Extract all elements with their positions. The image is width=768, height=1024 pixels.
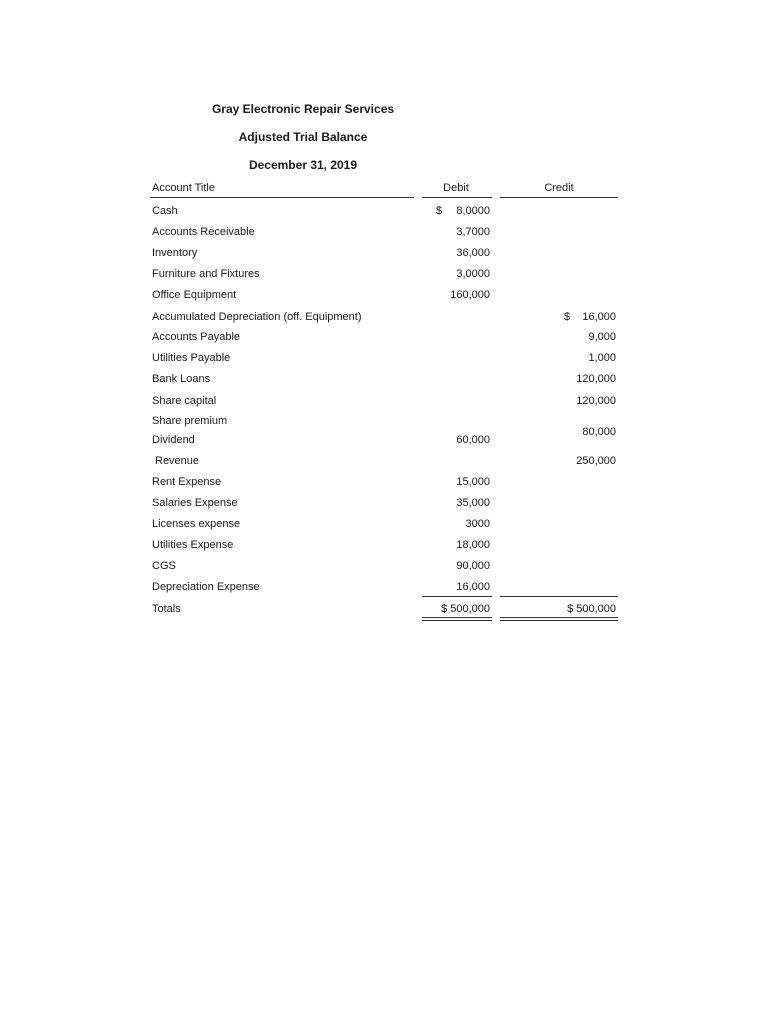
credit-amount: 120,000: [576, 373, 616, 385]
credit-currency-symbol: $: [564, 311, 571, 323]
account-title: Furniture and Fixtures: [152, 268, 260, 280]
account-title: Salaries Expense: [152, 497, 238, 509]
credit-amount: 16,000: [582, 311, 616, 323]
debit-amount: 160,000: [450, 289, 490, 301]
table-row: [0, 518, 768, 536]
table-row: [0, 331, 768, 349]
statement-title: Adjusted Trial Balance: [238, 130, 368, 144]
credit-amount: 120,000: [576, 395, 616, 407]
double-rule-debit-1: [422, 617, 492, 618]
totals-credit: $ 500,000: [567, 603, 616, 615]
table-row: [0, 581, 768, 599]
account-title: Depreciation Expense: [152, 581, 260, 593]
company-name: Gray Electronic Repair Services: [211, 102, 395, 116]
account-title: Cash: [152, 205, 178, 217]
double-rule-credit-2: [500, 620, 618, 621]
subtotal-rule-credit: [500, 596, 618, 597]
table-row: [0, 373, 768, 391]
column-header-account: Account Title: [152, 182, 215, 194]
account-title: Inventory: [152, 247, 198, 259]
table-row: [0, 415, 768, 438]
column-header-debit: Debit: [443, 182, 469, 194]
account-title: Revenue: [155, 455, 200, 467]
double-rule-debit-2: [422, 620, 492, 621]
account-title: Office Equipment: [152, 289, 237, 301]
account-title: Rent Expense: [152, 476, 222, 488]
totals-debit: $ 500,000: [441, 603, 490, 615]
account-title: Accounts Payable: [152, 331, 241, 343]
table-row: [0, 311, 768, 329]
double-rule-credit-1: [500, 617, 618, 618]
totals-label: Totals: [152, 603, 181, 615]
account-title: Share capital: [152, 395, 217, 407]
debit-amount: 3,0000: [456, 268, 490, 280]
table-row: [0, 560, 768, 578]
table-row: [0, 395, 768, 413]
account-title: Licenses expense: [152, 518, 241, 530]
header-rule-debit: [422, 197, 492, 198]
account-title: Utilities Payable: [152, 352, 231, 364]
table-row: [0, 497, 768, 515]
table-row: [0, 289, 768, 307]
header-rule-credit: [500, 197, 618, 198]
account-title: Share premium: [152, 415, 228, 427]
debit-amount: 15,000: [456, 476, 490, 488]
table-row: [0, 455, 768, 473]
table-row: [0, 205, 768, 223]
header-rule-account: [150, 197, 414, 198]
account-title: Accounts Receivable: [152, 226, 255, 238]
totals-row: [0, 603, 768, 621]
account-title: Bank Loans: [152, 373, 211, 385]
statement-date: December 31, 2019: [248, 158, 358, 172]
table-row: [0, 352, 768, 370]
table-row: [0, 247, 768, 265]
table-row: [0, 476, 768, 494]
debit-amount: 18,000: [456, 539, 490, 551]
debit-amount: 3000: [465, 518, 490, 530]
table-row: [0, 434, 768, 452]
table-row: [0, 268, 768, 286]
debit-amount: 90,000: [456, 560, 490, 572]
account-title: Dividend: [152, 434, 195, 446]
subtotal-rule-debit: [422, 596, 492, 597]
debit-amount: 16,000: [456, 581, 490, 593]
table-row: [0, 226, 768, 244]
debit-amount: 35,000: [456, 497, 490, 509]
table-row: [0, 539, 768, 557]
credit-amount: 80,000: [582, 426, 616, 438]
debit-amount: 60,000: [456, 434, 490, 446]
credit-amount: 1,000: [588, 352, 616, 364]
debit-amount: 8,0000: [456, 205, 490, 217]
credit-amount: 9,000: [588, 331, 616, 343]
debit-amount: 3,7000: [456, 226, 490, 238]
account-title: CGS: [152, 560, 176, 572]
credit-amount: 250,000: [576, 455, 616, 467]
debit-currency-symbol: $: [436, 205, 443, 217]
account-title: Utilities Expense: [152, 539, 234, 551]
debit-amount: 36,000: [456, 247, 490, 259]
account-title: Accumulated Depreciation (off. Equipment): [152, 311, 362, 323]
column-header-credit: Credit: [544, 182, 574, 194]
